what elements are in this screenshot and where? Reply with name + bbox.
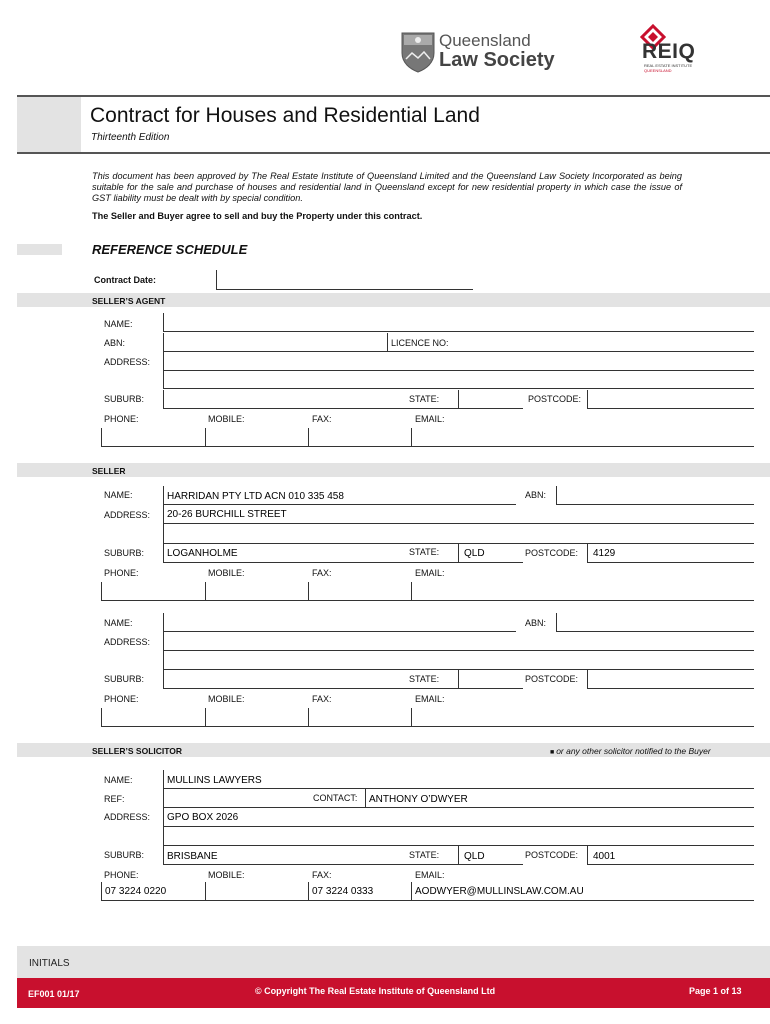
agent-email-field[interactable]	[411, 428, 754, 447]
reiq-sub2: QUEENSLAND	[644, 68, 672, 73]
intro-text: This document has been approved by The Real Estate Institute of Queensland Limited and the Queensland Law Society Incorporated as being suitable for the sale and purchase of houses and residential land in Queensland except for new residential property in which case the issue of GST liability must be dealt with by special condition.	[92, 171, 682, 203]
solicitor-name-field[interactable]	[163, 770, 754, 789]
solicitor-address-value: GPO BOX 2026	[167, 812, 239, 823]
seller2-phone-label: PHONE:	[104, 694, 139, 704]
seller2-suburb-label: SUBURB:	[104, 674, 145, 684]
seller2-name-label: NAME:	[104, 618, 133, 628]
agent-address-field[interactable]	[163, 352, 754, 389]
agent-postcode-label: POSTCODE:	[528, 394, 582, 404]
sellers-agent-heading: SELLER’S AGENT	[92, 296, 166, 306]
contract-date-field[interactable]	[216, 270, 473, 290]
seller1-mobile-field[interactable]	[205, 582, 309, 601]
agent-email-label: EMAIL:	[415, 414, 445, 424]
initials-bar[interactable]	[17, 946, 770, 978]
contract-date-label: Contract Date:	[94, 275, 157, 285]
solicitor-suburb-value: BRISBANE	[167, 851, 218, 862]
solicitor-suburb-field[interactable]	[163, 846, 459, 865]
solicitor-postcode-field[interactable]	[587, 846, 754, 865]
qls-logo	[400, 31, 570, 75]
square-bullet-icon: ■	[550, 749, 557, 756]
seller2-abn-field[interactable]	[556, 613, 754, 632]
solicitor-note	[550, 746, 711, 756]
seller1-phone-field[interactable]	[101, 582, 205, 601]
solicitor-suburb-label: SUBURB:	[104, 850, 145, 860]
solicitor-address-label: ADDRESS:	[104, 812, 151, 822]
seller1-phone-label: PHONE:	[104, 568, 139, 578]
page-title: Contract for Houses and Residential Land	[90, 104, 480, 127]
page-number: Page 1 of 13	[689, 986, 742, 996]
agent-phone-label: PHONE:	[104, 414, 139, 424]
seller2-address-label: ADDRESS:	[104, 637, 151, 647]
seller1-email-field[interactable]	[411, 582, 754, 601]
agent-state-field[interactable]	[458, 390, 523, 409]
seller-heading: SELLER	[92, 466, 126, 476]
solicitor-ref-field[interactable]	[163, 789, 366, 808]
solicitor-note-text: or any other solicitor notified to the Buyer	[556, 746, 711, 756]
solicitor-name-value: MULLINS LAWYERS	[167, 775, 262, 786]
seller2-mobile-label: MOBILE:	[208, 694, 245, 704]
seller1-address-label: ADDRESS:	[104, 510, 151, 520]
seller1-postcode-value: 4129	[593, 548, 616, 559]
solicitor-mobile-label: MOBILE:	[208, 870, 245, 880]
agent-postcode-field[interactable]	[587, 390, 754, 409]
solicitor-contact-value: ANTHONY O’DWYER	[369, 794, 468, 805]
solicitor-fax-value: 07 3224 0333	[312, 886, 374, 897]
schedule-side-shade	[17, 244, 62, 255]
seller1-postcode-field[interactable]	[587, 543, 754, 563]
seller1-fax-field[interactable]	[308, 582, 412, 601]
seller2-state-field[interactable]	[458, 670, 523, 689]
seller-heading-bar	[17, 463, 770, 477]
title-side-shade	[17, 97, 81, 152]
seller1-address-value: 20-26 BURCHILL STREET	[167, 509, 287, 520]
form-code: EF001 01/17	[28, 989, 80, 999]
solicitor-phone-value: 07 3224 0220	[105, 886, 167, 897]
reiq-logo	[640, 24, 720, 74]
seller2-fax-label: FAX:	[312, 694, 332, 704]
solicitor-state-label: STATE:	[409, 850, 440, 860]
seller2-abn-label: ABN:	[525, 618, 547, 628]
solicitor-name-label: NAME:	[104, 775, 133, 785]
seller2-email-label: EMAIL:	[415, 694, 445, 704]
seller1-name-field[interactable]	[163, 486, 516, 505]
edition: Thirteenth Edition	[91, 132, 170, 143]
solicitor-ref-label: REF:	[104, 794, 125, 804]
qls-crest-icon	[400, 31, 436, 73]
copyright: © Copyright The Real Estate Institute of Queensland Ltd	[255, 986, 496, 996]
schedule-title: REFERENCE SCHEDULE	[92, 242, 248, 257]
seller1-suburb-field[interactable]	[163, 543, 459, 563]
seller1-abn-label: ABN:	[525, 490, 547, 500]
seller1-abn-field[interactable]	[556, 486, 754, 505]
solicitor-postcode-value: 4001	[593, 851, 616, 862]
initials-label: INITIALS	[29, 958, 70, 969]
solicitor-contact-label: CONTACT:	[313, 793, 358, 803]
reiq-sub1: REAL ESTATE INSTITUTE	[644, 63, 693, 68]
agent-name-label: NAME:	[104, 319, 133, 329]
seller2-postcode-label: POSTCODE:	[525, 674, 579, 684]
seller2-state-label: STATE:	[409, 674, 440, 684]
seller2-postcode-field[interactable]	[587, 670, 754, 689]
seller2-email-field[interactable]	[411, 708, 754, 727]
seller1-email-label: EMAIL:	[415, 568, 445, 578]
seller1-state-field[interactable]	[458, 543, 523, 563]
agent-suburb-label: SUBURB:	[104, 394, 145, 404]
footer-bar	[17, 978, 770, 1008]
agent-fax-field[interactable]	[308, 428, 412, 447]
agent-phone-field[interactable]	[101, 428, 205, 447]
agent-suburb-field[interactable]	[163, 390, 459, 409]
seller1-address-field[interactable]	[163, 505, 754, 544]
solicitor-email-label: EMAIL:	[415, 870, 445, 880]
seller2-suburb-field[interactable]	[163, 670, 459, 689]
solicitor-heading: SELLER’S SOLICITOR	[92, 746, 183, 756]
agent-mobile-field[interactable]	[205, 428, 309, 447]
seller2-fax-field[interactable]	[308, 708, 412, 727]
agent-abn-field[interactable]	[163, 333, 388, 352]
seller2-phone-field[interactable]	[101, 708, 205, 727]
solicitor-fax-field[interactable]	[308, 882, 412, 901]
agent-fax-label: FAX:	[312, 414, 332, 424]
solicitor-state-field[interactable]	[458, 846, 523, 865]
solicitor-email-value: AODWYER@MULLINSLAW.COM.AU	[415, 886, 584, 897]
seller1-state-value: QLD	[464, 548, 485, 559]
reiq-name: REIQ	[642, 40, 696, 63]
seller1-state-label: STATE:	[409, 547, 440, 557]
seller1-name-label: NAME:	[104, 490, 133, 500]
agent-mobile-label: MOBILE:	[208, 414, 245, 424]
solicitor-phone-field[interactable]	[101, 882, 205, 901]
agent-name-field[interactable]	[163, 313, 754, 332]
qls-name-line2: Law Society	[439, 49, 555, 71]
agree-text: The Seller and Buyer agree to sell and buy the Property under this contract.	[92, 211, 423, 221]
agent-abn-label: ABN:	[104, 338, 126, 348]
seller2-address-field[interactable]	[163, 632, 754, 670]
agent-address-label: ADDRESS:	[104, 357, 151, 367]
solicitor-fax-label: FAX:	[312, 870, 332, 880]
solicitor-email-field[interactable]	[411, 882, 754, 901]
seller2-mobile-field[interactable]	[205, 708, 309, 727]
seller1-suburb-label: SUBURB:	[104, 548, 145, 558]
title-bottom-rule	[17, 152, 770, 154]
seller1-name-value: HARRIDAN PTY LTD ACN 010 335 458	[167, 491, 344, 502]
solicitor-contact-field[interactable]	[365, 789, 754, 808]
solicitor-phone-label: PHONE:	[104, 870, 139, 880]
seller1-suburb-value: LOGANHOLME	[167, 548, 238, 559]
solicitor-postcode-label: POSTCODE:	[525, 850, 579, 860]
agent-state-label: STATE:	[409, 394, 440, 404]
solicitor-address-field[interactable]	[163, 808, 754, 846]
solicitor-state-value: QLD	[464, 851, 485, 862]
agent-licence-label: LICENCE NO:	[391, 338, 449, 348]
agent-licence-field[interactable]	[387, 333, 754, 352]
seller1-fax-label: FAX:	[312, 568, 332, 578]
seller2-name-field[interactable]	[163, 613, 516, 632]
seller1-mobile-label: MOBILE:	[208, 568, 245, 578]
title-top-rule	[17, 95, 770, 97]
qls-name-line1: Queensland	[439, 31, 531, 50]
seller1-postcode-label: POSTCODE:	[525, 548, 579, 558]
solicitor-mobile-field[interactable]	[205, 882, 309, 901]
